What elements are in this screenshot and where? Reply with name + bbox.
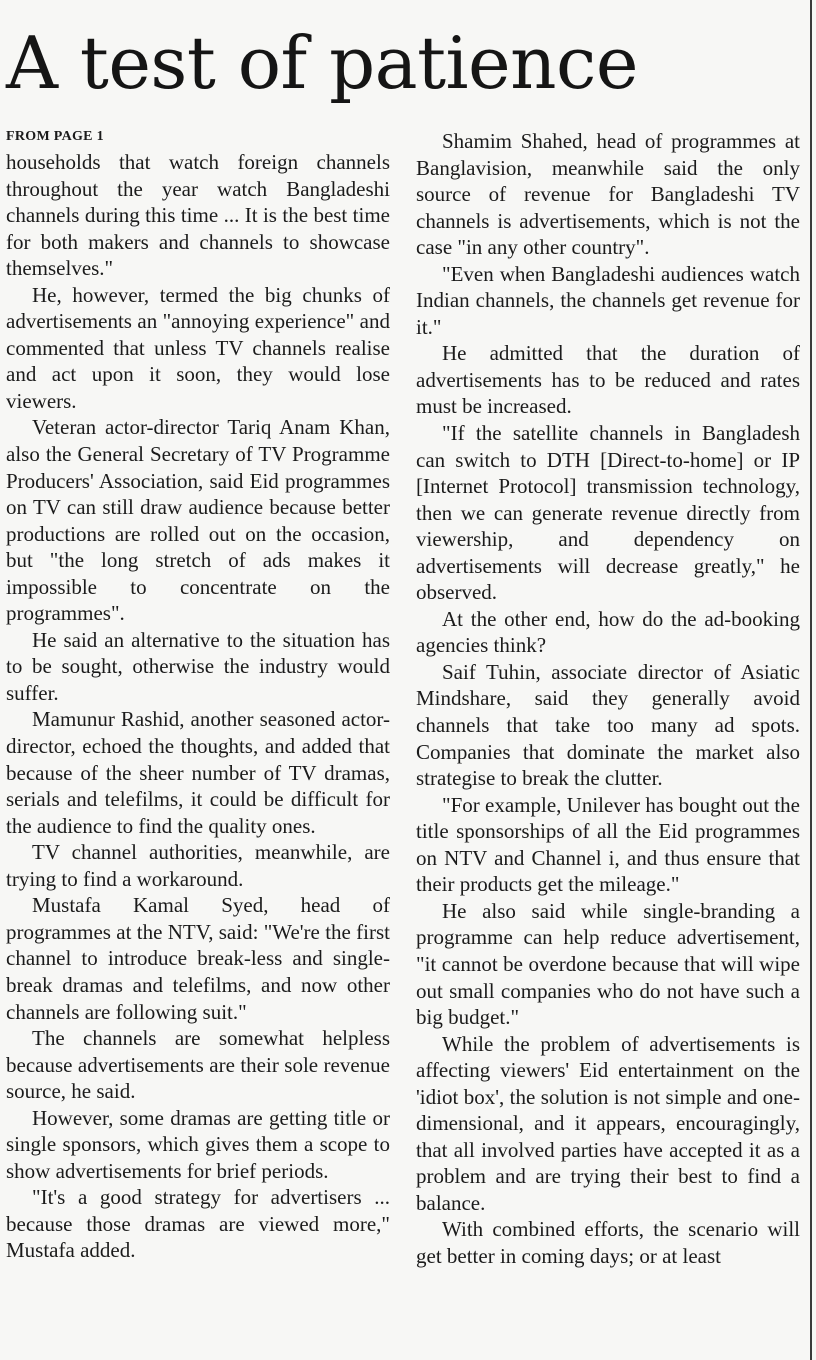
paragraph: "If the satellite channels in Bangladesh can switch to DTH [Direct-to-home] or IP [Internet Protocol] transmission technology, then we can generate revenue directly from viewership, and dependency on advertisements will decrease greatly," he observed. [416, 421, 800, 605]
paragraph: He, however, termed the big chunks of advertisements an "annoying experience" and commented that unless TV channels realise and act upon it soon, they would lose viewers. [6, 282, 390, 413]
paragraph: "For example, Unilever has bought out the title sponsorships of all the Eid programmes on NTV and Channel i, and thus ensure that their products get the mileage." [416, 792, 800, 897]
paragraph: TV channel authorities, meanwhile, are trying to find a workaround. [6, 840, 390, 891]
paragraph: However, some dramas are getting title or single sponsors, which gives them a scope to show advertisements for brief periods. [6, 1105, 390, 1183]
paragraph: Mamunur Rashid, another seasoned actor-director, echoed the thoughts, and added that because of the sheer number of TV dramas, serials and telefilms, it could be difficult for the audience to find the quality ones. [6, 707, 390, 838]
paragraph: Saif Tuhin, associate director of Asiatic Mindshare, said they generally avoid channels that take too many ad spots. Companies that dominate the market also strategise to break the clutter. [416, 659, 800, 791]
headline: A test of patience [6, 21, 638, 105]
paragraph: He also said while single-branding a programme can help reduce advertisement, "it cannot be overdone because that will wipe out small companies who do not have such a big budget." [416, 898, 800, 1030]
paragraph: Veteran actor-director Tariq Anam Khan, also the General Secretary of TV Programme Producers' Association, said Eid programmes on TV can still draw audience because better productions are rolled out on the occasion, but "the long stretch of ads makes it impossible to concentrate on the programmes". [6, 415, 390, 626]
paragraph: While the problem of advertisements is affecting viewers' Eid entertainment on the 'idiot box', the solution is not simple and one-dimensional, and it appears, encouragingly, that all involved parties have accepted it as a problem and are trying their best to find a balance. [416, 1031, 800, 1215]
paragraph: Shamim Shahed, head of programmes at Banglavision, meanwhile said the only source of revenue for Bangladeshi TV channels is advertisements, which is not the case "in any other country". [416, 129, 800, 260]
column-rule [810, 0, 812, 1360]
paragraph: The channels are somewhat helpless because advertisements are their sole revenue source, he said. [6, 1026, 390, 1104]
paragraph: With combined efforts, the scenario will get better in coming days; or at least [416, 1217, 800, 1268]
paragraph: He admitted that the duration of advertisements has to be reduced and rates must be increased. [416, 341, 800, 419]
paragraph: Mustafa Kamal Syed, head of programmes at the NTV, said: "We're the first channel to introduce break-less and single-break dramas and telefilms, and now other channels are following suit." [6, 893, 390, 1024]
paragraph: He said an alternative to the situation has to be sought, otherwise the industry would suffer. [6, 627, 390, 705]
paragraph: "It's a good strategy for advertisers ... because those dramas are viewed more," Mustafa added. [6, 1185, 390, 1263]
paragraph: households that watch foreign channels throughout the year watch Bangladeshi channels during this time ... It is the best time for both makers and channels to showcase themselves." [6, 150, 390, 281]
paragraph: At the other end, how do the ad-booking agencies think? [416, 606, 800, 658]
paragraph: "Even when Bangladeshi audiences watch Indian channels, the channels get revenue for it." [416, 261, 800, 339]
continuation-label: FROM PAGE 1 [6, 129, 104, 144]
right-column [416, 128, 800, 1360]
left-column [6, 128, 390, 1360]
